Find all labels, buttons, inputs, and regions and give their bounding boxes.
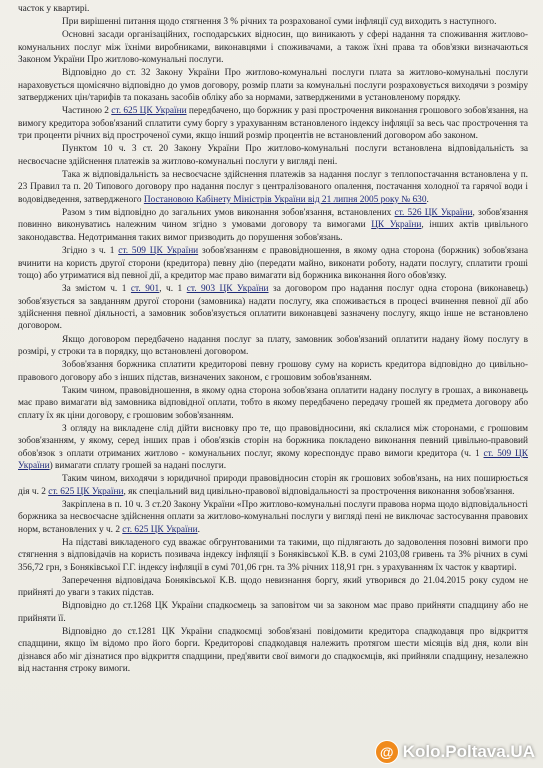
law-reference-link[interactable]: ст. 901 <box>130 284 160 295</box>
law-reference-link[interactable]: ст. 625 ЦК України <box>48 486 124 497</box>
paragraph: Відповідно до ст. 32 Закону України Про житлово-комунальні послуги плата за житлово-комунальні послуги нараховується щомісячно відповідно до умов договору, розмір плати за комунальні послуги розраховується виходячи з розміру затверджених цін/тарифів та показань засобів обліку або за нормами, затвердженими в установленому порядку. <box>18 68 528 104</box>
paragraph: Заперечення відповідача Боняківської К.В. щодо невизнання боргу, який утворився до 21.04.2015 року судом не прийняті до уваги з таких підстав. <box>18 575 528 599</box>
paragraph: Відповідно до ст.1281 ЦК України спадкоємці зобов'язані повідомити кредитора спадкодавця про відкриття спадщини, якщо їм відомо про його борги. Кредиторові спадкодавця належить протягом шести місяців від дня, коли він дізнався або міг дізнатися про відкриття спадщини, пред'явити свої вимоги до спадкоємців, які прийняли спадщину, незалежно від настання строку вимоги. <box>18 627 528 675</box>
law-reference-link[interactable]: ст. 625 ЦК України <box>111 106 187 117</box>
paragraph: Закріплена в п. 10 ч. 3 ст.20 Закону України «Про житлово-комунальні послуги правова норма щодо відповідальності боржника за несвоєчасне здійснення оплати за житлово-комунальні послуги у вигляді пені не виключає застосування правових норм, встановлених у ч. 2 ст. 625 ЦК України. <box>18 499 528 535</box>
paragraph: Частиною 2 ст. 625 ЦК України передбачено, що боржник у разі прострочення виконання грошового зобов'язання, на вимогу кредитора зобов'язаний сплатити суму боргу з урахуванням встановленого індексу інфляції за весь час прострочення та три проценти річних від простроченої суми, якщо інший розмір процентів не встановлений договором або законом. <box>18 106 528 142</box>
paragraph: Таким чином, правовідношення, в якому одна сторона зобов'язана оплатити надану послугу в грошах, а виконавець має право вимагати від замовника відповідної оплати, тобто в якому передбачено передачу грошей як предмета договору або сплату їх як ціни договору, є грошовим зобов'язанням. <box>18 385 528 421</box>
paragraph: Таким чином, виходячи з юридичної природи правовідносин сторін як грошових зобов'язань, на них поширюється дія ч. 2 ст. 625 ЦК України, як спеціальний вид цивільно-правової відповідальності за прострочення виконання зобов'язання. <box>18 474 528 497</box>
paragraph: При вирішенні питання щодо стягнення 3 % річних та розрахованої суми інфляції суд виходить з наступного. <box>62 17 497 28</box>
law-reference-link[interactable]: Постановою Кабінету Міністрів України від 21 липня 2005 року № 630 <box>143 194 427 205</box>
site-watermark <box>375 740 535 764</box>
paragraph: Відповідно до ст.1268 ЦК України спадкоємець за заповітом чи за законом має право прийняти спадщину або не прийняти її. <box>18 601 528 624</box>
paragraph: Разом з тим відповідно до загальних умов виконання зобов'язання, встановлених ст. 526 ЦК України, зобов'язання повинно виконуватись належним чином згідно з умовами договору та вимогами ЦК України, інших актів цивільного законодавства. Недотримання таких вимог призводить до порушення зобов'язань. <box>18 208 529 243</box>
paragraph: Така ж відповідальність за несвоєчасне здійснення платежів за надання послуг з теплопостачання встановлена у п. 23 Правил та п. 20 Типового договору про надання послуг з централізованого опалення, постачання холодної та гарячої води і водовідведення, затвердженого Постановою Кабінету Міністрів України від 21 липня 2005 року № 630. <box>18 170 528 205</box>
paragraph: Пунктом 10 ч. 3 ст. 20 Закону України Про житлово-комунальні послуги встановлена відповідальність за несвоєчасне здійснення платежів за житлово-комунальні послуги у вигляді пені. <box>18 144 528 167</box>
law-reference-link[interactable]: ст. 526 ЦК України <box>394 208 473 219</box>
watermark-text: Kolo.Poltava.UA <box>402 742 535 761</box>
document-text <box>18 3 528 676</box>
paragraph: Якщо договором передбачено надання послуг за плату, замовник зобов'язаний оплатити надану йому послугу в розмірі, у строки та в порядку, що встановлені договором. <box>18 334 528 357</box>
paragraph: За змістом ч. 1 ст. 901, ч. 1 ст. 903 ЦК України за договором про надання послуг одна сторона (виконавець) зобов'язується за завданням другої сторони (замовника) надати послугу, яка споживається в процесі вчинення певної дії або здійснення певної діяльності, а замовник зобов'язується оплатити виконавцеві зазначену послугу, якщо інше не встановлено договором. <box>18 284 529 332</box>
law-reference-link[interactable]: ст. 509 ЦК України <box>18 448 528 471</box>
law-reference-link[interactable]: ст. 625 ЦК України <box>122 524 198 535</box>
paragraph: Зобов'язання боржника сплатити кредиторові певну грошову суму на користь кредитора відповідно до цивільно-правового договору або з інших підстав, визначених законом, є грошовим зобов'язанням. <box>18 360 528 383</box>
paragraph: часток у квартирі. <box>18 4 90 14</box>
law-reference-link[interactable]: ст. 903 ЦК України <box>186 284 269 295</box>
site-logo-icon: @ <box>375 740 399 764</box>
paragraph: З огляду на викладене слід дійти висновку про те, що правовідносини, які склалися між сторонами, є грошовим зобов'язанням, у якому, серед інших прав і обов'язків сторін на боржника покладено виконання певний цивільно-правовий обов'язок з оплати отриманих житлово - комунальних послуг, якому кореспондує право вимоги кредитора (ч. 1 ст. 509 ЦК України) вимагати сплату грошей за надані послуги. <box>18 423 528 471</box>
law-reference-link[interactable]: ст. 509 ЦК України <box>118 246 199 257</box>
paragraph: Основні засади організаційних, господарських відносин, що виникають у сфері надання та споживання житлово-комунальних послуг між їхніми виробниками, виконавцями і споживачами, а також їхні права та обов'язки визначаються Законом України Про житлово-комунальні послуги. <box>18 30 528 66</box>
paragraph: Згідно з ч. 1 ст. 509 ЦК України зобов'язанням є правовідношення, в якому одна сторона (боржник) зобов'язана вчинити на користь другої сторони (кредитора) певну дію (передати майно, виконати роботу, надати послугу, сплатити гроші тощо) або утриматися від певної дії, а кредитор має право вимагати від боржника виконання його обов'язку. <box>18 246 528 281</box>
law-reference-link[interactable]: ЦК України <box>371 220 422 231</box>
paragraph: На підставі викладеного суд вважає обгрунтованими та такими, що підлягають до задоволення позовні вимоги про стягнення з відповідачів на користь позивача індексу інфляції з Боняківської К.В. в сумі 2103,08 гривень та 3% річних в сумі 356,72 грн, з Боняківської Г.Г. індексу інфляції в сумі 701,06 грн. та 3% річних 118,91 грн. з урахуванням їх часток у квартирі. <box>18 537 528 573</box>
